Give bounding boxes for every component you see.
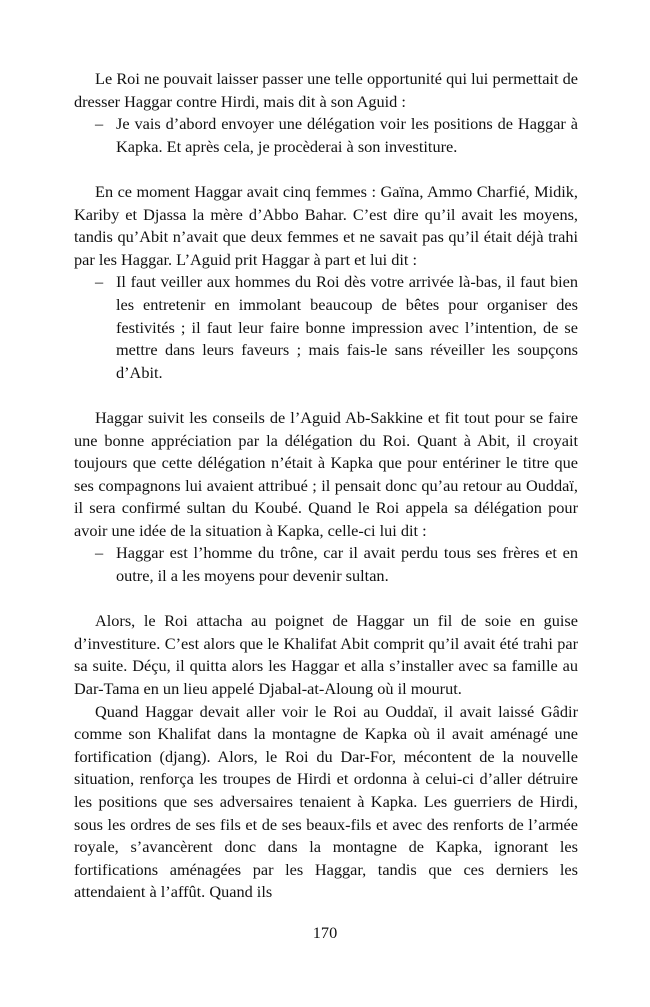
dialogue-line-3 — [74, 542, 578, 587]
page-number: 170 — [312, 923, 338, 942]
dash-mark: – — [95, 543, 104, 563]
dialogue-text: Je vais d’abord envoyer une délégation voir les positions de Haggar à Kapka. Et après cela, je procèderai à son investiture. — [116, 114, 578, 156]
paragraph-2: En ce moment Haggar avait cinq femmes : Gaïna, Ammo Charfié, Midik, Kariby et Djassa la mère d’Abbo Bahar. C’est dire qu’il avait les moyens, tandis qu’Abit n’avait que deux femmes et ne savait pas qu’il était déjà trahi par les Haggar. L’Aguid prit Haggar à part et lui dit : — [74, 181, 578, 269]
page-body — [74, 68, 578, 904]
paragraph-4: Alors, le Roi attacha au poignet de Haggar un fil de soie en guise d’investiture. C’est alors que le Khalifat Abit comprit qu’il avait été trahi par sa suite. Déçu, il quitta alors les Haggar et alla s’installer avec sa famille au Dar-Tama en un lieu appelé Djabal-at-Aloung où il mourut. — [74, 611, 578, 699]
dash-mark: – — [95, 272, 104, 292]
dialogue-text: Il faut veiller aux hommes du Roi dès votre arrivée là-bas, il faut bien les entretenir en immolant beaucoup de bêtes pour organiser des festivités ; il faut leur faire bonne impression avec l’intention, de se mettre dans leurs faveurs ; mais fais-le sans réveiller les soupçons d’Abit. — [116, 272, 578, 382]
dialogue-line-2 — [74, 271, 578, 384]
dialogue-line-1 — [74, 113, 578, 158]
dialogue-text: Haggar est l’homme du trône, car il avait perdu tous ses frères et en outre, il a les moyens pour devenir sultan. — [116, 543, 578, 586]
paragraph-5: Quand Haggar devait aller voir le Roi au Ouddaï, il avait laissé Gâdir comme son Khalifat dans la montagne de Kapka où il avait aménagé une fortification (djang). Alors, le Roi du Dar-For, mécontent de la nouvelle situation, renforça les troupes de Hirdi et ordonna à celui-ci d’aller détruire les positions que ses adversaires tenaient à Kapka. Les guerriers de Hirdi, sous les ordres de ses fils et de ses beaux-fils et avec des renforts de l’armée royale, s’avancèrent donc dans la montagne de Kapka, ignorant les fortifications aménagées par les Haggar, tandis que ces derniers les attendaient à l’affût. Quand ils — [74, 701, 578, 902]
paragraph-1: Le Roi ne pouvait laisser passer une telle opportunité qui lui permettait de dresser Haggar contre Hirdi, mais dit à son Aguid : — [74, 69, 578, 111]
paragraph-3: Haggar suivit les conseils de l’Aguid Ab-Sakkine et fit tout pour se faire une bonne appréciation par la délégation du Roi. Quant à Abit, il croyait toujours que cette délégation n’était à Kapka que pour entériner le titre que ses compagnons lui avaient attribué ; il pensait donc qu’au retour au Ouddaï, il sera confirmé sultan du Koubé. Quand le Roi appela sa délégation pour avoir une idée de la situation à Kapka, celle-ci lui dit : — [74, 407, 578, 540]
dash-mark: – — [95, 114, 104, 134]
